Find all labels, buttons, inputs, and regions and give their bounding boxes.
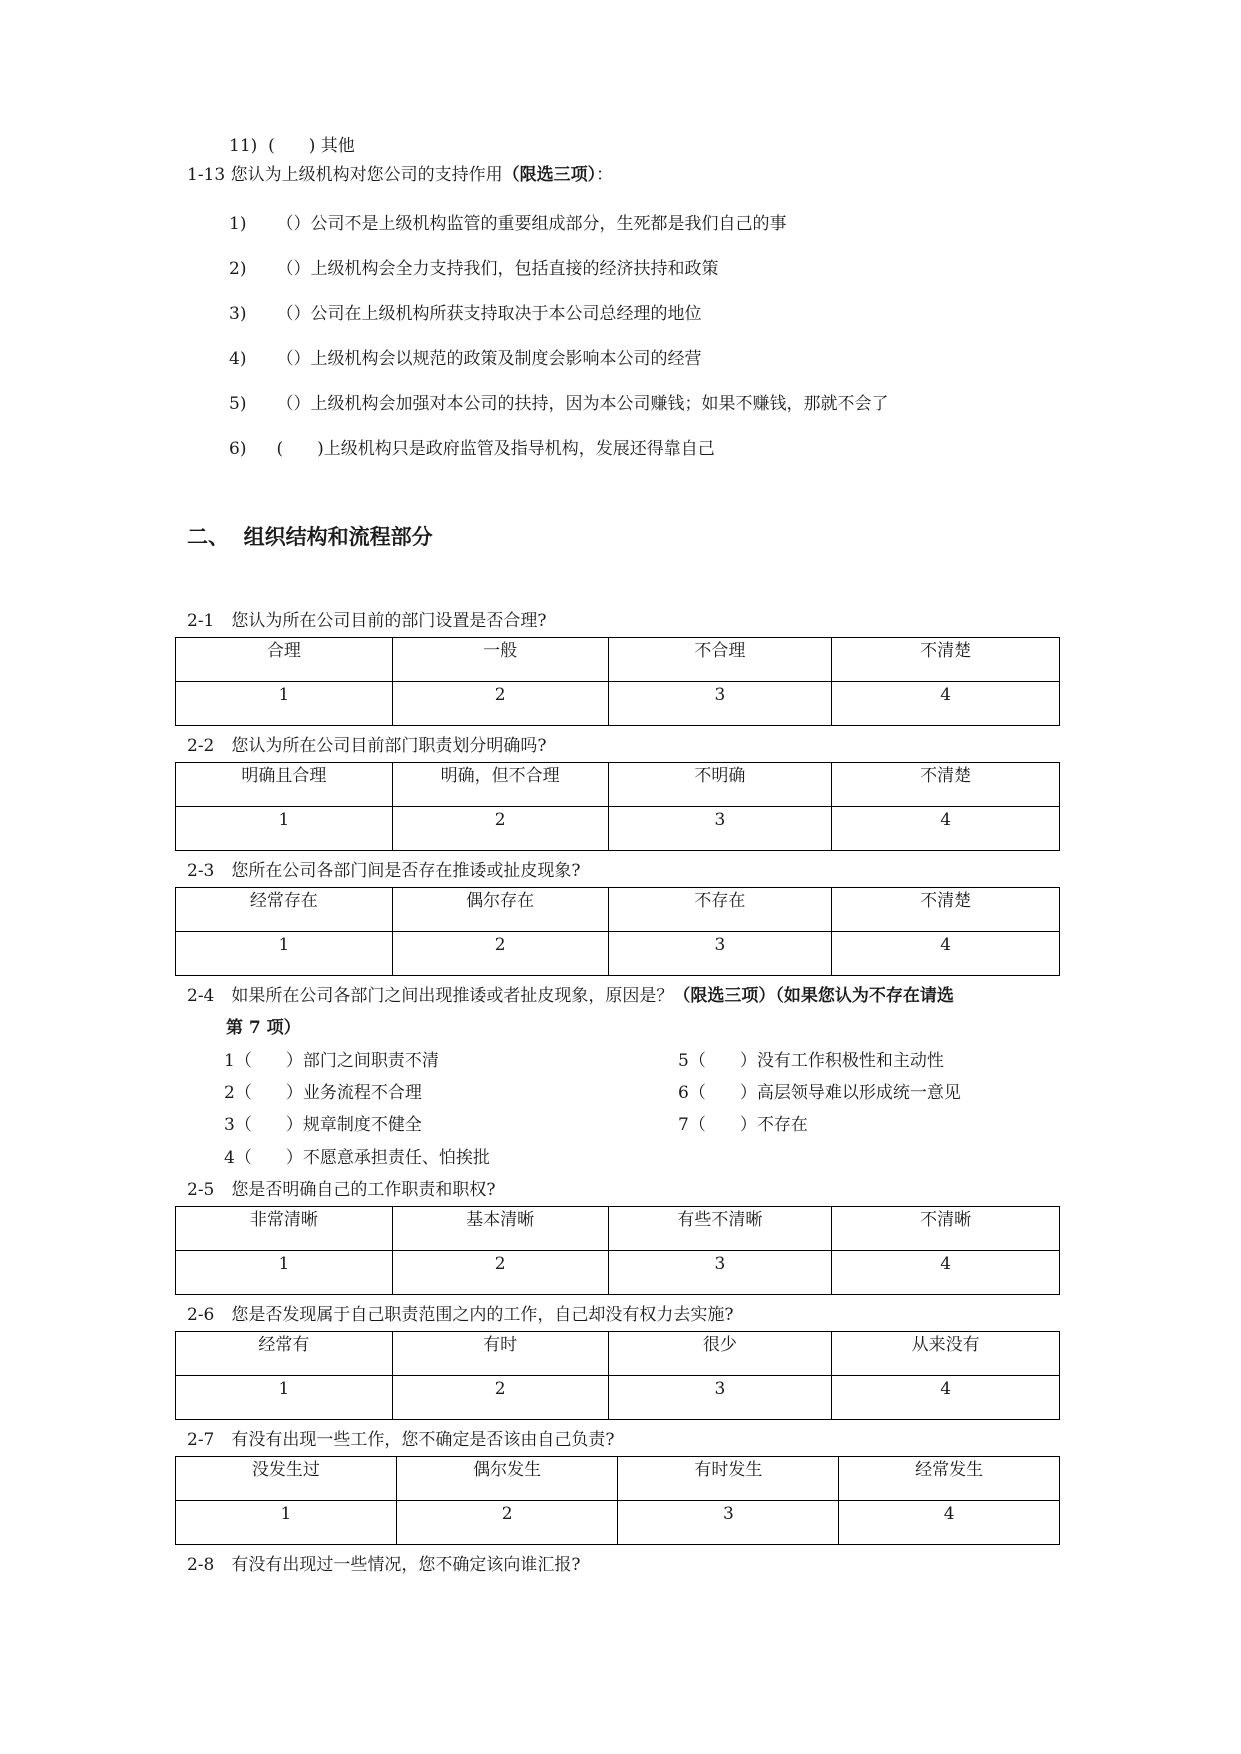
option-number: 1)	[229, 214, 247, 234]
rating-cell[interactable]: 4	[839, 1501, 1060, 1545]
question-2-1: 2-1 您认为所在公司目前的部门设置是否合理?	[187, 611, 547, 631]
rating-table-2-2	[175, 762, 1060, 851]
table-header-row	[176, 1457, 1060, 1501]
option-2[interactable]	[229, 257, 718, 281]
option-4[interactable]	[229, 347, 701, 371]
rating-cell[interactable]: 2	[396, 1501, 618, 1545]
header-cell: 合理	[176, 638, 393, 682]
option-text: （）上级机构会全力支持我们，包括直接的经济扶持和政策	[276, 259, 719, 279]
header-cell: 不存在	[608, 888, 832, 932]
table-header-row	[176, 1207, 1060, 1251]
rating-cell[interactable]: 4	[832, 1376, 1060, 1420]
option-number: 5)	[229, 394, 247, 414]
question-colon: ：	[596, 165, 614, 185]
option-3[interactable]	[229, 302, 701, 326]
rating-cell[interactable]: 1	[176, 682, 393, 726]
table-header-row	[176, 888, 1060, 932]
question-2-7: 2-7 有没有出现一些工作，您不确定是否该由自己负责?	[187, 1430, 615, 1450]
rating-cell[interactable]: 4	[832, 1251, 1060, 1295]
header-cell: 不合理	[608, 638, 832, 682]
rating-cell[interactable]: 3	[608, 682, 832, 726]
choice-item[interactable]: 6（ ）高层领导难以形成统一意见	[678, 1083, 961, 1103]
rating-table-2-1	[175, 637, 1060, 726]
choice-item[interactable]: 7（ ）不存在	[678, 1115, 808, 1135]
option-text: ( )上级机构只是政府监管及指导机构，发展还得靠自己	[276, 439, 715, 459]
rating-cell[interactable]: 1	[176, 1376, 393, 1420]
option-1[interactable]	[229, 212, 786, 236]
option-text: （）公司不是上级机构监管的重要组成部分，生死都是我们自己的事	[276, 214, 787, 234]
rating-cell[interactable]: 3	[608, 932, 832, 976]
choice-item[interactable]: 1（ ）部门之间职责不清	[224, 1051, 439, 1071]
rating-cell[interactable]: 2	[392, 932, 608, 976]
rating-table-2-6	[175, 1331, 1060, 1420]
rating-cell[interactable]: 1	[176, 807, 393, 851]
header-cell: 从来没有	[832, 1332, 1060, 1376]
rating-cell[interactable]: 2	[392, 807, 608, 851]
question-2-4	[187, 984, 954, 1008]
header-cell: 经常存在	[176, 888, 393, 932]
rating-cell[interactable]: 3	[608, 807, 832, 851]
rating-table-2-3	[175, 887, 1060, 976]
option-text: （）上级机构会以规范的政策及制度会影响本公司的经营	[276, 349, 702, 369]
option-text: （）上级机构会加强对本公司的扶持，因为本公司赚钱；如果不赚钱，那就不会了	[276, 394, 889, 414]
header-cell: 不清楚	[832, 888, 1060, 932]
table-header-row	[176, 763, 1060, 807]
question-2-6: 2-6 您是否发现属于自己职责范围之内的工作，自己却没有权力去实施?	[187, 1305, 734, 1325]
header-cell: 不明确	[608, 763, 832, 807]
section-heading	[187, 525, 433, 549]
option-5[interactable]	[229, 392, 888, 416]
option-text: （）公司在上级机构所获支持取决于本公司总经理的地位	[276, 304, 702, 324]
rating-cell[interactable]: 1	[176, 932, 393, 976]
answer-parenthesis[interactable]: ( )	[268, 136, 316, 156]
header-cell: 有时	[392, 1332, 608, 1376]
option-number: 2)	[229, 259, 247, 279]
option-number: 3)	[229, 304, 247, 324]
header-cell: 经常有	[176, 1332, 393, 1376]
question-2-8: 2-8 有没有出现过一些情况，您不确定该向谁汇报?	[187, 1555, 581, 1575]
table-value-row	[176, 932, 1060, 976]
table-value-row	[176, 807, 1060, 851]
rating-cell[interactable]: 3	[618, 1501, 839, 1545]
question-2-5: 2-5 您是否明确自己的工作职责和职权?	[187, 1180, 496, 1200]
item-number: 11)	[229, 136, 258, 156]
rating-cell[interactable]: 1	[176, 1251, 393, 1295]
rating-cell[interactable]: 4	[832, 932, 1060, 976]
table-header-row	[176, 638, 1060, 682]
option-number: 4)	[229, 349, 247, 369]
header-cell: 偶尔存在	[392, 888, 608, 932]
header-cell: 非常清晰	[176, 1207, 393, 1251]
item-text: 其他	[320, 136, 355, 156]
table-value-row	[176, 1251, 1060, 1295]
item-11	[229, 134, 355, 158]
rating-cell[interactable]: 4	[832, 682, 1060, 726]
header-cell: 不清楚	[832, 638, 1060, 682]
question-2-4-continued: 第 7 项）	[226, 1018, 301, 1038]
header-cell: 一般	[392, 638, 608, 682]
table-header-row	[176, 1332, 1060, 1376]
option-6[interactable]	[229, 437, 715, 461]
choice-item[interactable]: 4（ ）不愿意承担责任、怕挨批	[224, 1148, 490, 1168]
rating-table-2-5	[175, 1206, 1060, 1295]
header-cell: 很少	[608, 1332, 832, 1376]
question-2-2: 2-2 您认为所在公司目前部门职责划分明确吗?	[187, 736, 547, 756]
section-number: 二、	[187, 525, 229, 549]
rating-table-2-7	[175, 1456, 1060, 1545]
question-text: 1-13 您认为上级机构对您公司的支持作用	[187, 165, 503, 185]
choice-item[interactable]: 5（ ）没有工作积极性和主动性	[678, 1051, 944, 1071]
rating-cell[interactable]: 2	[392, 682, 608, 726]
header-cell: 有时发生	[618, 1457, 839, 1501]
table-value-row	[176, 1501, 1060, 1545]
rating-cell[interactable]: 2	[392, 1251, 608, 1295]
option-number: 6)	[229, 439, 247, 459]
header-cell: 不清晰	[832, 1207, 1060, 1251]
question-2-3: 2-3 您所在公司各部门间是否存在推诿或扯皮现象?	[187, 861, 581, 881]
rating-cell[interactable]: 3	[608, 1376, 832, 1420]
table-value-row	[176, 682, 1060, 726]
rating-cell[interactable]: 1	[176, 1501, 397, 1545]
header-cell: 明确，但不合理	[392, 763, 608, 807]
header-cell: 基本清晰	[392, 1207, 608, 1251]
header-cell: 有些不清晰	[608, 1207, 832, 1251]
table-value-row	[176, 1376, 1060, 1420]
choice-item[interactable]: 2（ ）业务流程不合理	[224, 1083, 422, 1103]
header-cell: 明确且合理	[176, 763, 393, 807]
question-emphasis: （限选三项）	[502, 165, 597, 185]
header-cell: 经常发生	[839, 1457, 1060, 1501]
rating-cell[interactable]: 4	[832, 807, 1060, 851]
rating-cell[interactable]: 3	[608, 1251, 832, 1295]
rating-cell[interactable]: 2	[392, 1376, 608, 1420]
choice-item[interactable]: 3（ ）规章制度不健全	[224, 1115, 422, 1135]
header-cell: 没发生过	[176, 1457, 397, 1501]
question-emphasis: （限选三项）（如果您认为不存在请选	[673, 986, 954, 1006]
question-1-13	[187, 163, 613, 187]
question-text: 2-4 如果所在公司各部门之间出现推诿或者扯皮现象，原因是？	[187, 986, 674, 1006]
header-cell: 不清楚	[832, 763, 1060, 807]
section-title: 组织结构和流程部分	[243, 525, 433, 549]
header-cell: 偶尔发生	[396, 1457, 618, 1501]
